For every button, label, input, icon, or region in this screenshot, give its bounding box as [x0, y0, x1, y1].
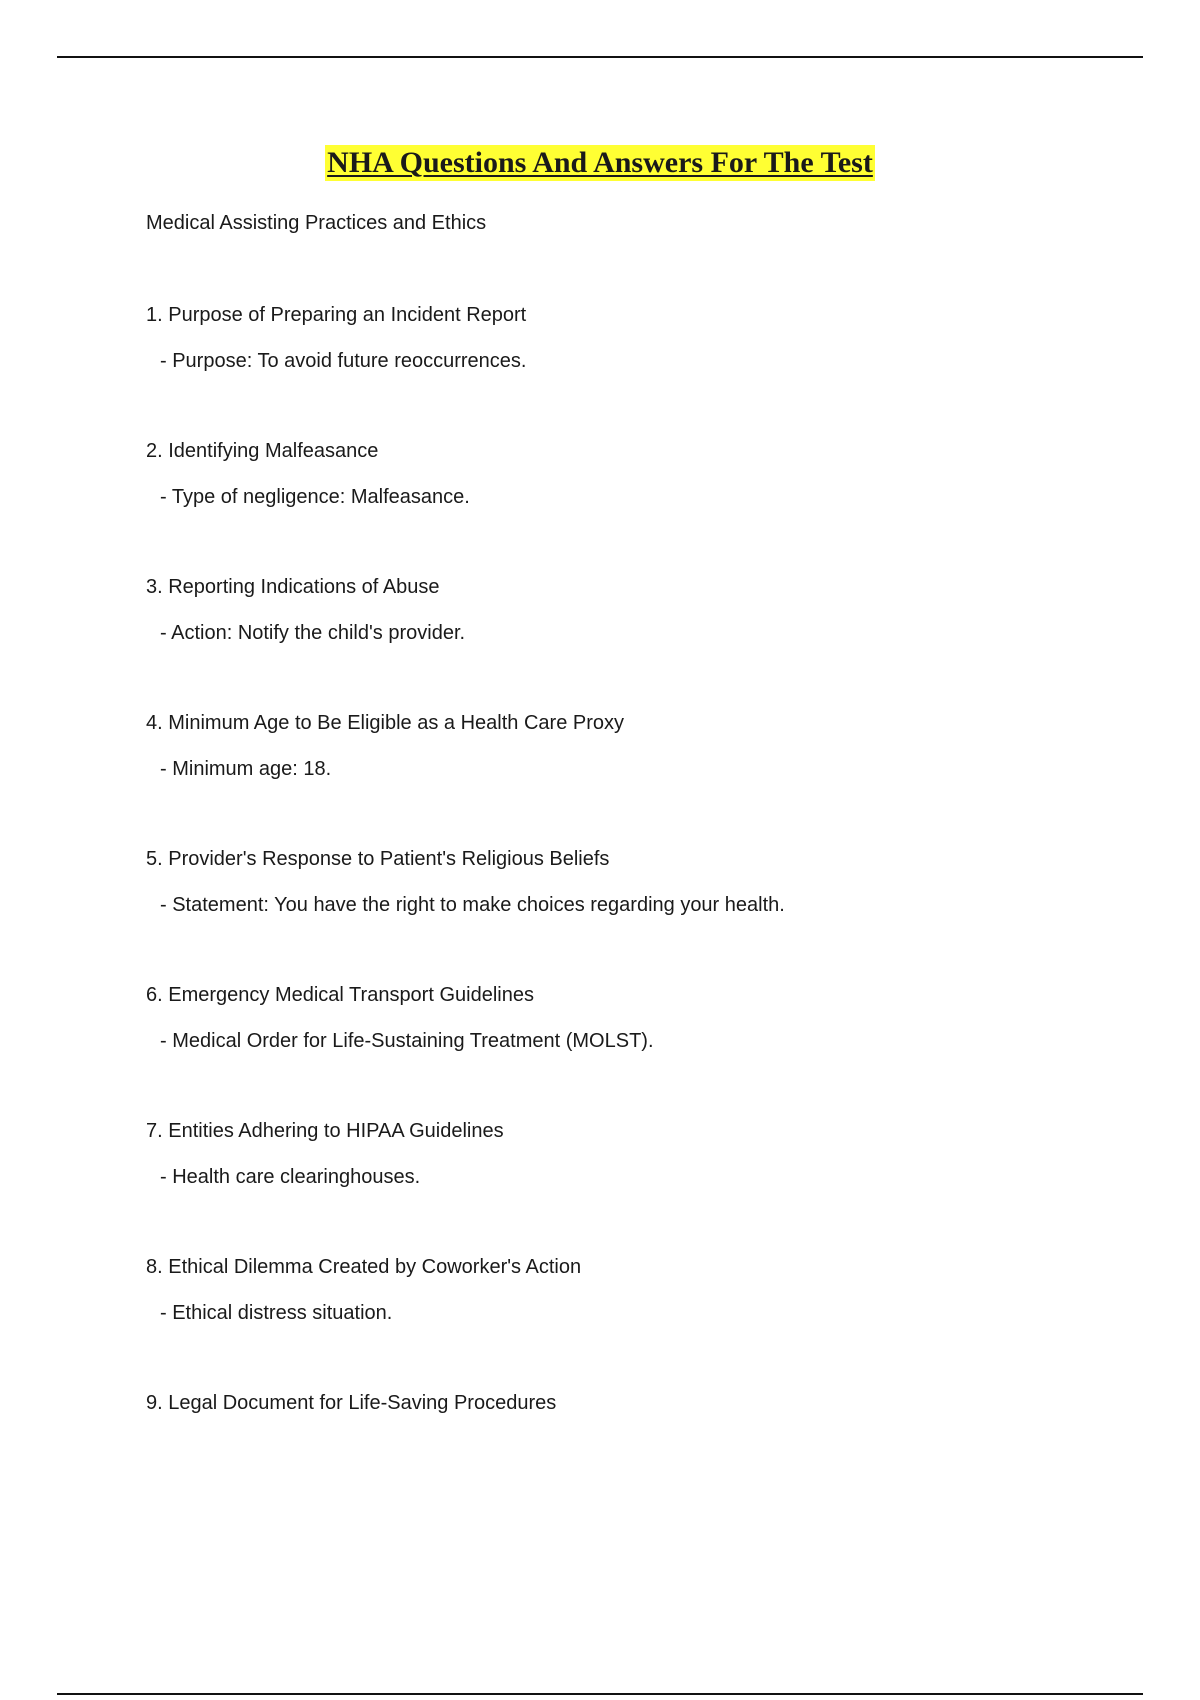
answer-text: - Medical Order for Life-Sustaining Treatment (MOLST). [160, 1030, 654, 1052]
answer-text: - Action: Notify the child's provider. [160, 622, 466, 644]
qa-item-5 [146, 846, 785, 918]
answer-text: - Ethical distress situation. [160, 1302, 393, 1324]
question-text: 6. Emergency Medical Transport Guidelines [146, 984, 534, 1006]
qa-item-7 [146, 1118, 504, 1190]
question-text: 2. Identifying Malfeasance [146, 440, 379, 462]
question-text: 4. Minimum Age to Be Eligible as a Health Care Proxy [146, 712, 624, 734]
answer-text: - Type of negligence: Malfeasance. [160, 486, 470, 508]
qa-item-1 [146, 302, 526, 374]
qa-item-6 [146, 982, 654, 1054]
answer-text: - Health care clearinghouses. [160, 1166, 421, 1188]
top-rule [57, 56, 1143, 58]
qa-item-9 [146, 1390, 556, 1416]
answer-text: - Minimum age: 18. [160, 758, 332, 780]
question-text: 8. Ethical Dilemma Created by Coworker's Action [146, 1256, 582, 1278]
qa-item-3 [146, 574, 465, 646]
question-text: 3. Reporting Indications of Abuse [146, 576, 440, 598]
question-text: 9. Legal Document for Life-Saving Procedures [146, 1392, 557, 1414]
question-text: 7. Entities Adhering to HIPAA Guidelines [146, 1120, 504, 1142]
answer-text: - Statement: You have the right to make choices regarding your health. [160, 894, 785, 916]
question-text: 1. Purpose of Preparing an Incident Report [146, 304, 527, 326]
qa-item-4 [146, 710, 624, 782]
qa-item-2 [146, 438, 470, 510]
document-title: NHA Questions And Answers For The Test [327, 146, 873, 179]
section-subtitle: Medical Assisting Practices and Ethics [146, 212, 487, 234]
title-container [0, 145, 1200, 181]
answer-text: - Purpose: To avoid future reoccurrences. [160, 350, 527, 372]
bottom-rule [57, 1693, 1143, 1695]
question-text: 5. Provider's Response to Patient's Religious Beliefs [146, 848, 610, 870]
qa-item-8 [146, 1254, 581, 1326]
